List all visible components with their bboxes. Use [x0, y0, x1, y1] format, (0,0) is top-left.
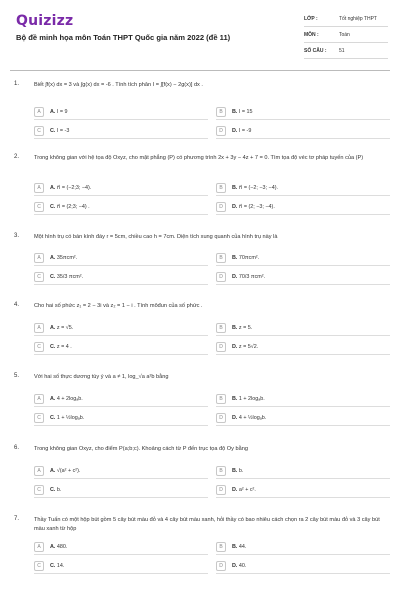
- option-prefix: C.: [50, 563, 56, 569]
- question-number: 3.: [14, 233, 20, 239]
- option-letter-box: A: [34, 466, 44, 476]
- option-letter-box: D: [216, 272, 226, 282]
- option-letter-box: D: [216, 561, 226, 571]
- answer-option-c[interactable]: [34, 125, 208, 139]
- meta-label: LỚP :: [304, 16, 318, 22]
- answer-option-c[interactable]: [34, 201, 208, 215]
- answer-option-d[interactable]: [216, 412, 390, 426]
- option-letter-box: A: [34, 394, 44, 404]
- option-prefix: A.: [50, 468, 56, 474]
- option-value: n⃗ = (2; −3; −4).: [237, 204, 275, 210]
- option-prefix: C.: [50, 128, 56, 134]
- option-letter-box: B: [216, 107, 226, 117]
- option-letter-box: A: [34, 323, 44, 333]
- option-text: [50, 325, 73, 331]
- option-text: [232, 563, 246, 569]
- option-text: [50, 544, 67, 550]
- question-text: Một hình trụ có bán kính đáy r = 5cm, chiều cao h = 7cm. Diện tích xung quanh của hình trụ này là: [34, 234, 278, 240]
- meta-value: 51: [339, 48, 345, 54]
- option-value: 35/3 πcm².: [55, 274, 84, 280]
- answer-option-b[interactable]: [216, 393, 390, 407]
- option-value: 40.: [237, 563, 247, 569]
- option-letter-box: D: [216, 126, 226, 136]
- option-value: n⃗ = (−2;3; −4).: [55, 185, 92, 191]
- answer-option-b[interactable]: [216, 541, 390, 555]
- option-prefix: A.: [50, 109, 56, 115]
- option-letter-box: A: [34, 542, 44, 552]
- option-text: [50, 128, 69, 134]
- option-prefix: A.: [50, 544, 56, 550]
- option-text: [50, 255, 77, 261]
- question-number: 4.: [14, 302, 20, 308]
- option-text: [232, 185, 278, 191]
- answer-option-c[interactable]: [34, 484, 208, 498]
- question-text: Biết ∫f(x) dx = 3 và ∫g(x) dx = -6 . Tính tích phân I = ∫[f(x) − 2g(x)] dx .: [34, 82, 203, 88]
- question-number: 1.: [14, 81, 20, 87]
- option-prefix: D.: [232, 487, 238, 493]
- question-number: 5.: [14, 373, 20, 379]
- question-number: 2.: [14, 154, 20, 160]
- option-letter-box: D: [216, 413, 226, 423]
- answer-option-b[interactable]: [216, 322, 390, 336]
- option-letter-box: C: [34, 561, 44, 571]
- option-value: I = 15: [237, 109, 253, 115]
- answer-option-d[interactable]: [216, 271, 390, 285]
- option-value: 1 + ½logₐb.: [55, 415, 85, 421]
- answer-option-b[interactable]: [216, 182, 390, 196]
- option-text: [50, 274, 83, 280]
- meta-count-row: [304, 45, 388, 59]
- option-text: [232, 255, 259, 261]
- option-letter-box: C: [34, 485, 44, 495]
- option-text: [232, 344, 258, 350]
- option-text: [50, 563, 64, 569]
- option-letter-box: B: [216, 323, 226, 333]
- meta-subject-row: [304, 29, 388, 43]
- option-text: [50, 396, 83, 402]
- option-letter-box: D: [216, 202, 226, 212]
- answer-option-a[interactable]: [34, 541, 208, 555]
- option-value: z = √5.: [55, 325, 74, 331]
- option-text: [232, 274, 265, 280]
- answer-option-d[interactable]: [216, 341, 390, 355]
- option-text: [50, 109, 68, 115]
- option-text: [232, 109, 253, 115]
- option-prefix: D.: [232, 563, 238, 569]
- option-letter-box: D: [216, 342, 226, 352]
- answer-option-a[interactable]: [34, 252, 208, 266]
- option-text: [232, 325, 252, 331]
- option-prefix: B.: [232, 396, 238, 402]
- option-letter-box: A: [34, 183, 44, 193]
- option-letter-box: B: [216, 183, 226, 193]
- answer-option-d[interactable]: [216, 201, 390, 215]
- option-letter-box: C: [34, 413, 44, 423]
- option-letter-box: B: [216, 394, 226, 404]
- option-value: n⃗ = (2;3; −4) .: [55, 204, 90, 210]
- question-text: Thầy Tuấn có một hộp bút gồm 5 cây bút màu đỏ và 4 cây bút màu xanh, hỏi thầy có bao nhiêu cách chọn ra 2 cây bút màu đỏ và 3 cây bút màu xanh từ hộp: [34, 517, 380, 532]
- question-number: 7.: [14, 516, 20, 522]
- option-value: 70/3 πcm².: [237, 274, 266, 280]
- option-prefix: B.: [232, 468, 238, 474]
- answer-option-b[interactable]: [216, 252, 390, 266]
- document-header: [0, 0, 400, 70]
- option-prefix: C.: [50, 487, 56, 493]
- option-prefix: C.: [50, 204, 56, 210]
- option-text: [232, 396, 265, 402]
- answer-option-a[interactable]: [34, 106, 208, 120]
- meta-label: SỐ CÂU :: [304, 48, 327, 54]
- option-value: I = 9: [55, 109, 68, 115]
- quizizz-logo: Quizizz: [16, 13, 74, 29]
- option-value: 44.: [237, 544, 247, 550]
- option-letter-box: B: [216, 466, 226, 476]
- option-letter-box: C: [34, 342, 44, 352]
- option-value: 1 + 2logₐb.: [237, 396, 265, 402]
- answer-option-d[interactable]: [216, 125, 390, 139]
- option-text: [232, 204, 275, 210]
- option-text: [50, 487, 61, 493]
- answer-option-d[interactable]: [216, 560, 390, 574]
- option-value: z = 5√2.: [237, 344, 259, 350]
- option-text: [232, 487, 256, 493]
- option-prefix: A.: [50, 185, 56, 191]
- option-prefix: D.: [232, 128, 238, 134]
- option-letter-box: C: [34, 272, 44, 282]
- option-value: 4 + ½logₐb.: [237, 415, 267, 421]
- answer-option-c[interactable]: [34, 412, 208, 426]
- option-text: [232, 544, 246, 550]
- option-prefix: B.: [232, 109, 238, 115]
- option-letter-box: A: [34, 253, 44, 263]
- option-letter-box: B: [216, 542, 226, 552]
- option-value: 480.: [55, 544, 68, 550]
- option-text: [232, 468, 243, 474]
- answer-option-b[interactable]: [216, 465, 390, 479]
- option-value: I = -9: [237, 128, 252, 134]
- option-value: 70πcm².: [237, 255, 260, 261]
- option-prefix: C.: [50, 415, 56, 421]
- option-value: n⃗ = (−2; −3; −4).: [237, 185, 278, 191]
- option-prefix: A.: [50, 396, 56, 402]
- question-number: 6.: [14, 445, 20, 451]
- question-text: Cho hai số phức z₁ = 2 − 3i và z₂ = 1 − i . Tính môđun của số phức .: [34, 303, 203, 309]
- option-letter-box: B: [216, 253, 226, 263]
- option-letter-box: C: [34, 202, 44, 212]
- option-text: [50, 344, 72, 350]
- option-value: 4 + 2logₐb.: [55, 396, 83, 402]
- option-prefix: C.: [50, 344, 56, 350]
- answer-option-a[interactable]: [34, 465, 208, 479]
- option-text: [232, 415, 266, 421]
- question-text: Trong không gian Oxyz, cho điểm P(a;b;c). Khoảng cách từ P đến trục tọa độ Oy bằng: [34, 446, 248, 452]
- question-text: Trong không gian với hệ tọa độ Oxyz, cho mặt phẳng (P) có phương trình 2x + 3y − 4z + 7 = 0. Tìm tọa độ véc tơ pháp tuyến của (P): [34, 155, 364, 161]
- option-value: b.: [55, 487, 62, 493]
- answer-option-c[interactable]: [34, 271, 208, 285]
- option-prefix: D.: [232, 344, 238, 350]
- option-value: z = 5.: [237, 325, 253, 331]
- meta-value: Toán: [339, 32, 350, 38]
- option-prefix: D.: [232, 204, 238, 210]
- meta-value: Tốt nghiệp THPT: [339, 16, 377, 22]
- option-prefix: A.: [50, 325, 56, 331]
- option-prefix: C.: [50, 274, 56, 280]
- option-value: a² + c².: [237, 487, 256, 493]
- option-letter-box: A: [34, 107, 44, 117]
- option-text: [50, 468, 80, 474]
- option-prefix: B.: [232, 255, 238, 261]
- option-prefix: B.: [232, 325, 238, 331]
- option-text: [50, 204, 90, 210]
- option-prefix: B.: [232, 185, 238, 191]
- answer-option-c[interactable]: [34, 341, 208, 355]
- answer-option-d[interactable]: [216, 484, 390, 498]
- option-prefix: D.: [232, 274, 238, 280]
- option-text: [50, 185, 91, 191]
- meta-class-row: [304, 13, 388, 27]
- answer-option-a[interactable]: [34, 393, 208, 407]
- option-value: I = -3: [55, 128, 70, 134]
- answer-option-c[interactable]: [34, 560, 208, 574]
- meta-label: MÔN :: [304, 32, 319, 38]
- document-title: Bộ đề minh họa môn Toán THPT Quốc gia năm 2022 (đề 11): [16, 33, 231, 42]
- option-letter-box: D: [216, 485, 226, 495]
- option-value: 14.: [55, 563, 65, 569]
- option-letter-box: C: [34, 126, 44, 136]
- header-divider: [10, 70, 390, 71]
- option-text: [232, 128, 251, 134]
- option-value: b.: [237, 468, 244, 474]
- answer-option-a[interactable]: [34, 322, 208, 336]
- option-text: [50, 415, 84, 421]
- option-value: √(a² + c²).: [55, 468, 81, 474]
- answer-option-a[interactable]: [34, 182, 208, 196]
- answer-option-b[interactable]: [216, 106, 390, 120]
- option-value: z = 4 .: [55, 344, 72, 350]
- option-value: 35πcm².: [55, 255, 78, 261]
- option-prefix: D.: [232, 415, 238, 421]
- option-prefix: A.: [50, 255, 56, 261]
- option-prefix: B.: [232, 544, 238, 550]
- question-text: Với hai số thực dương tùy ý và a ≠ 1, log_√a a²b bằng: [34, 374, 169, 380]
